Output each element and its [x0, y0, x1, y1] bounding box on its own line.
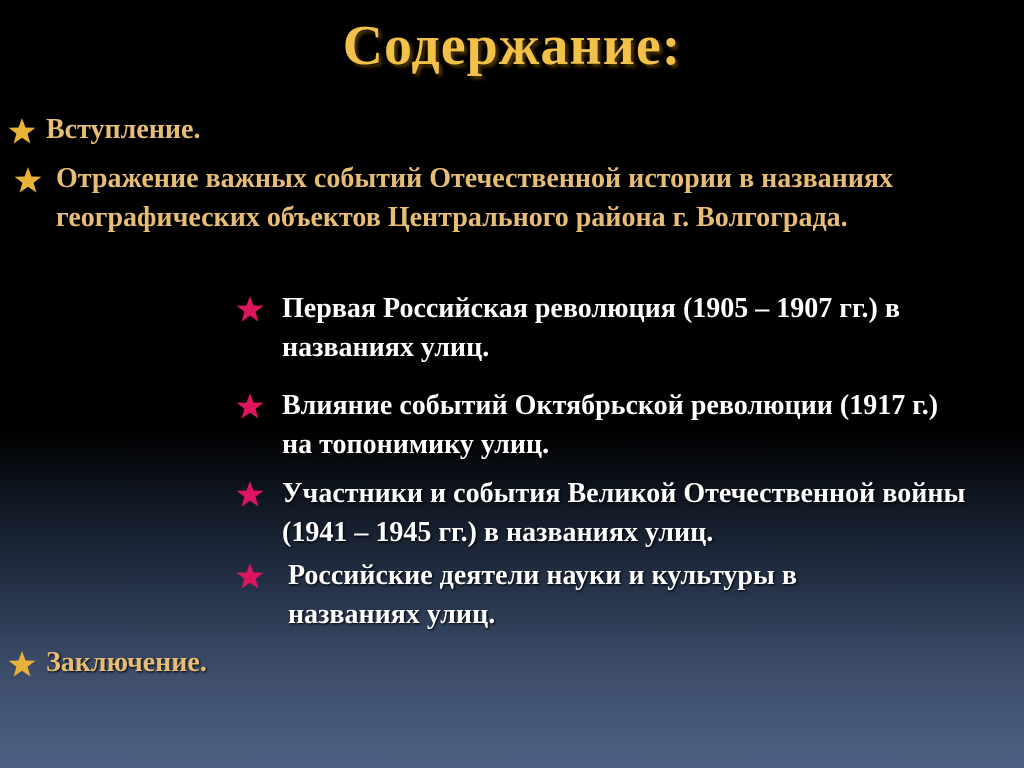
pink-star-icon	[236, 392, 264, 420]
gold-star-icon	[8, 650, 36, 678]
contents-item-label: Заключение.	[46, 647, 207, 678]
contents-item-label: Вступление.	[46, 114, 201, 145]
gold-star-icon	[8, 117, 36, 145]
contents-subitem-label: Первая Российская революция (1905 – 1907 гг.) в названиях улиц.	[282, 293, 900, 363]
slide-title: Содержание:	[342, 15, 682, 77]
gold-star-icon	[14, 166, 42, 194]
contents-subitem-revolution-1905	[282, 289, 1020, 367]
contents-item-label: Отражение важных событий Отечественной истории в названиях географических объектов Центрального района г. Волгограда.	[56, 163, 894, 233]
contents-subitem-label: Влияние событий Октябрьской революции (1917 г.) на топонимику улиц.	[282, 390, 939, 460]
contents-subitem-label: Российские деятели науки и культуры в названиях улиц.	[288, 560, 797, 630]
pink-star-icon	[236, 480, 264, 508]
contents-subitem-great-patriotic-war	[282, 474, 1022, 552]
contents-subitem-label: Участники и события Великой Отечественной войны (1941 – 1945 гг.) в названиях улиц.	[282, 478, 966, 548]
pink-star-icon	[236, 295, 264, 323]
contents-item-conclusion	[46, 643, 446, 682]
pink-star-icon	[236, 562, 264, 590]
contents-subitem-science-culture	[288, 556, 928, 634]
contents-subitem-october-revolution	[282, 386, 972, 464]
contents-item-main-part	[56, 159, 1011, 237]
contents-item-introduction	[46, 110, 446, 149]
